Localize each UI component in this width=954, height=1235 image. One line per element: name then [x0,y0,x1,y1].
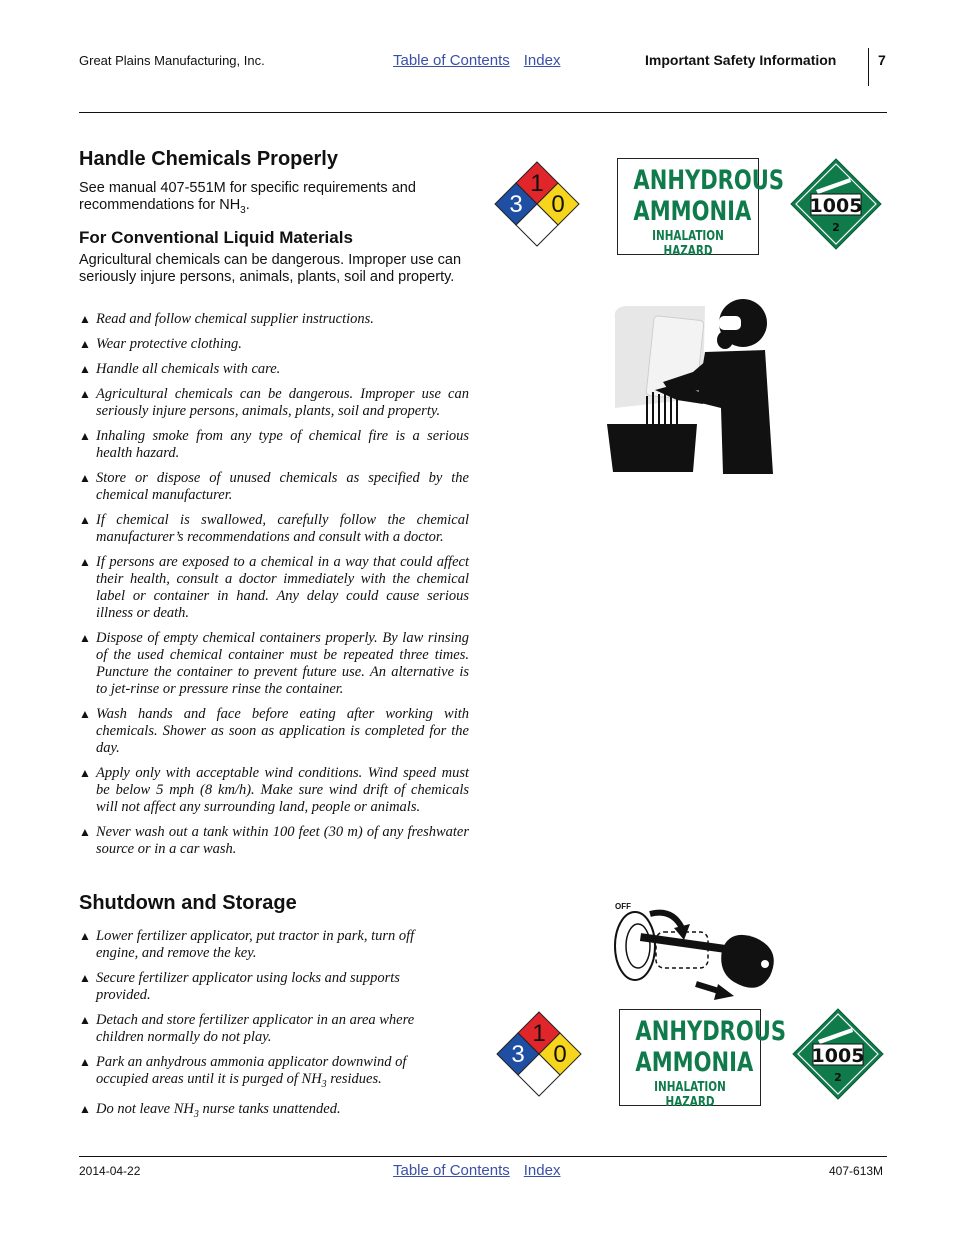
list-item: ▲ Secure fertilizer applicator using locks and supports provided. [79,970,400,1003]
list-item: ▲ Read and follow chemical supplier instructions. [79,311,374,327]
un-number: 1005 [811,1045,865,1067]
conventional-liquid-intro: Agricultural chemicals can be dangerous. Improper use can seriously injure persons, animals, plants, soil and property. [79,252,462,285]
warning-triangle-icon: ▲ [79,312,91,326]
placard-line-2: AMMONIA [635,1047,754,1078]
list-item: ▲ Wear protective clothing. [79,336,242,352]
nfpa-diamond-icon [493,160,581,248]
warning-triangle-icon: ▲ [79,825,91,839]
footer-rule [79,1156,887,1157]
toc-link[interactable]: Table of Contents [393,52,510,69]
un-1005-placard-icon [790,158,882,250]
warning-triangle-icon: ▲ [79,337,91,351]
protective-clothing-illustration [605,298,775,474]
footer-doc-number: 407-613M [829,1164,884,1178]
list-item: ▲ Handle all chemicals with care. [79,361,281,377]
list-item: ▲ Do not leave $NH_3$ nurse tanks unattended. [79,1100,341,1120]
nfpa-reactivity-rating: 0 [551,191,565,218]
shutdown-bullet-list [79,928,444,1131]
intro-subscript: 3 [240,204,246,216]
warning-triangle-icon: ▲ [79,555,91,569]
warning-triangle-icon: ▲ [79,707,91,721]
page-number: 7 [878,52,886,68]
hazard-class: 2 [832,221,840,234]
nfpa-health-rating: 3 [511,1041,525,1068]
un-number: 1005 [809,195,863,217]
warning-triangle-icon: ▲ [79,1055,91,1069]
nfpa-fire-rating: 1 [532,1020,546,1047]
placard-line-1: ANHYDROUS [633,165,785,196]
warning-triangle-icon: ▲ [79,766,91,780]
warning-triangle-icon: ▲ [79,971,91,985]
warning-triangle-icon: ▲ [79,929,91,943]
list-item: ▲ If persons are exposed to a chemical in a way that could affect their health, consult a doctor immediately with the chemical label or container in hand. Any delay could cause serious illness or death. [79,554,469,621]
header-nav [393,52,574,69]
conventional-liquid-heading: For Conventional Liquid Materials [79,228,353,247]
placard-line-3: INHALATION HAZARD [654,1080,726,1110]
warning-triangle-icon: ▲ [79,1013,91,1027]
warning-triangle-icon: ▲ [79,362,91,376]
nfpa-reactivity-rating: 0 [553,1041,567,1068]
list-item: ▲ Apply only with acceptable wind conditions. Wind speed must be below 5 mph (8 km/h). Make sure wind drift of chemicals will not affect any surrounding land, people or animals. [79,765,469,815]
list-item: ▲ Wash hands and face before eating after working with chemicals. Shower as soon as application is completed for the day. [79,706,469,756]
warning-triangle-icon: ▲ [79,471,91,485]
footer-date: 2014-04-22 [79,1164,141,1178]
list-item: ▲ Store or dispose of unused chemicals as specified by the chemical manufacturer. [79,470,469,503]
section-title: Important Safety Information [645,52,837,68]
footer-nav [393,1162,574,1179]
intro-text: See manual 407-551M for specific requirements and recommendations for NH [79,180,416,213]
index-link[interactable]: Index [523,1162,561,1179]
placard-line-3: INHALATION HAZARD [652,229,724,259]
list-item: ▲ Detach and store fertilizer applicator in an area where children normally do not play. [79,1012,415,1045]
chemical-bullet-list [79,311,469,866]
anhydrous-ammonia-placard [617,158,785,259]
warning-triangle-icon: ▲ [79,429,91,443]
shutdown-storage-heading: Shutdown and Storage [79,892,297,914]
ignition-key-illustration [610,898,780,1002]
handle-chemicals-heading: Handle Chemicals Properly [79,148,338,170]
anhydrous-ammonia-placard [619,1009,787,1110]
nfpa-fire-rating: 1 [530,170,544,197]
key-off-label: OFF [615,902,631,911]
intro-end: . [245,197,250,213]
list-item: ▲ Never wash out a tank within 100 feet (30 m) of any freshwater source or in a car wash. [79,824,469,857]
placard-line-2: AMMONIA [633,196,752,227]
list-item: ▲ Agricultural chemicals can be dangerous. Improper use can seriously injure persons, animals, plants, soil and property. [79,386,469,419]
warning-triangle-icon: ▲ [79,631,91,645]
list-item: ▲ Lower fertilizer applicator, put tractor in park, turn off engine, and remove the key. [79,928,415,961]
list-item: ▲ Park an anhydrous ammonia applicator downwind of occupied areas until it is purged of $NH_3$ residues. [79,1054,407,1090]
toc-link[interactable]: Table of Contents [393,1162,510,1179]
warning-triangle-icon: ▲ [79,387,91,401]
list-item: ▲ Inhaling smoke from any type of chemical fire is a serious health hazard. [79,428,469,461]
placard-line-1: ANHYDROUS [635,1016,787,1047]
warning-triangle-icon: ▲ [79,1101,91,1116]
list-item: ▲ Dispose of empty chemical containers properly. By law rinsing of the used chemical container must be repeated three times. Puncture the container to prevent future use. An alternative is to jet-rinse or pressure rinse the container. [79,630,469,697]
nfpa-health-rating: 3 [509,191,523,218]
list-item: ▲ If chemical is swallowed, carefully follow the chemical manufacturer’s recommendations and consult with a doctor. [79,512,469,545]
header-divider [868,48,869,86]
hazard-class: 2 [834,1071,842,1084]
un-1005-placard-icon [792,1008,884,1100]
nfpa-diamond-icon [495,1010,583,1098]
header-rule [79,112,887,113]
handle-intro [79,180,464,219]
warning-triangle-icon: ▲ [79,513,91,527]
index-link[interactable]: Index [523,52,561,69]
company-name: Great Plains Manufacturing, Inc. [79,53,265,68]
